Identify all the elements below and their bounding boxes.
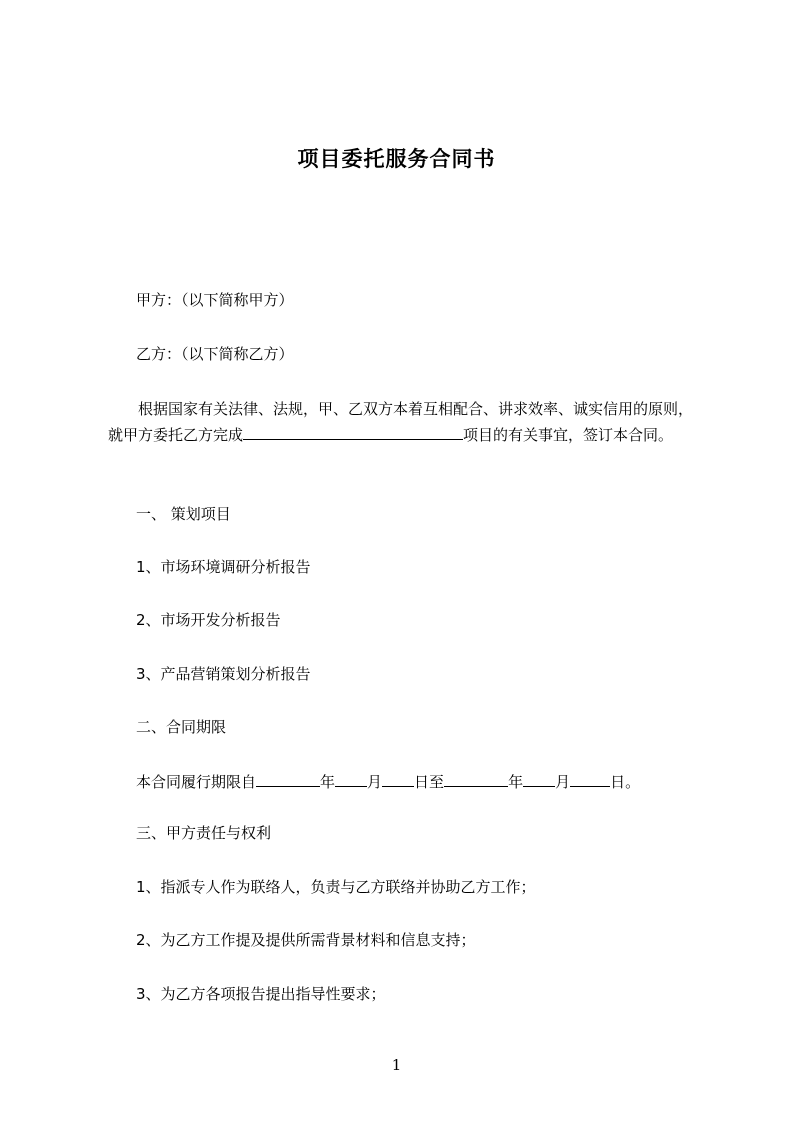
section1-item-2: 2、市场开发分析报告 (136, 611, 281, 629)
start-year-blank[interactable] (256, 770, 320, 787)
intro-text-part1: 根据国家有关法律、法规，甲、乙双方本着互相配合、讲求效率、诚实信用的原则，就甲方委托乙方完成 (108, 400, 694, 444)
section1-item-3: 3、产品营销策划分析报告 (136, 665, 311, 683)
term-year-2: 年 (508, 773, 524, 791)
end-day-blank[interactable] (570, 770, 610, 787)
start-day-blank[interactable] (382, 770, 414, 787)
end-month-blank[interactable] (523, 770, 555, 787)
section3-item-3: 3、为乙方各项报告提出指导性要求； (136, 985, 386, 1003)
section2-heading: 二、合同期限 (136, 718, 227, 736)
contract-term-line (136, 770, 640, 792)
party-b-line: 乙方：（以下简称乙方） (136, 345, 294, 363)
term-month-2: 月 (555, 773, 571, 791)
intro-paragraph (108, 396, 703, 448)
section1-heading: 一、 策划项目 (136, 505, 231, 523)
term-prefix: 本合同履行期限自 (136, 773, 257, 791)
end-year-blank[interactable] (444, 770, 508, 787)
term-day-1: 日至 (414, 773, 445, 791)
party-a-line: 甲方：（以下简称甲方） (136, 291, 294, 309)
term-day-2: 日。 (610, 773, 641, 791)
project-name-blank[interactable] (243, 423, 463, 440)
section3-item-2: 2、为乙方工作提及提供所需背景材料和信息支持； (136, 931, 476, 949)
start-month-blank[interactable] (335, 770, 367, 787)
section3-item-1: 1、指派专人作为联络人，负责与乙方联络并协助乙方工作； (136, 878, 536, 896)
term-month-1: 月 (367, 773, 383, 791)
document-title: 项目委托服务合同书 (297, 147, 496, 171)
section3-heading: 三、甲方责任与权利 (136, 824, 272, 842)
intro-text-part2: 项目的有关事宜，签订本合同。 (463, 426, 674, 444)
section1-item-1: 1、市场环境调研分析报告 (136, 558, 311, 576)
page-number: 1 (391, 1056, 402, 1074)
term-year-1: 年 (320, 773, 336, 791)
